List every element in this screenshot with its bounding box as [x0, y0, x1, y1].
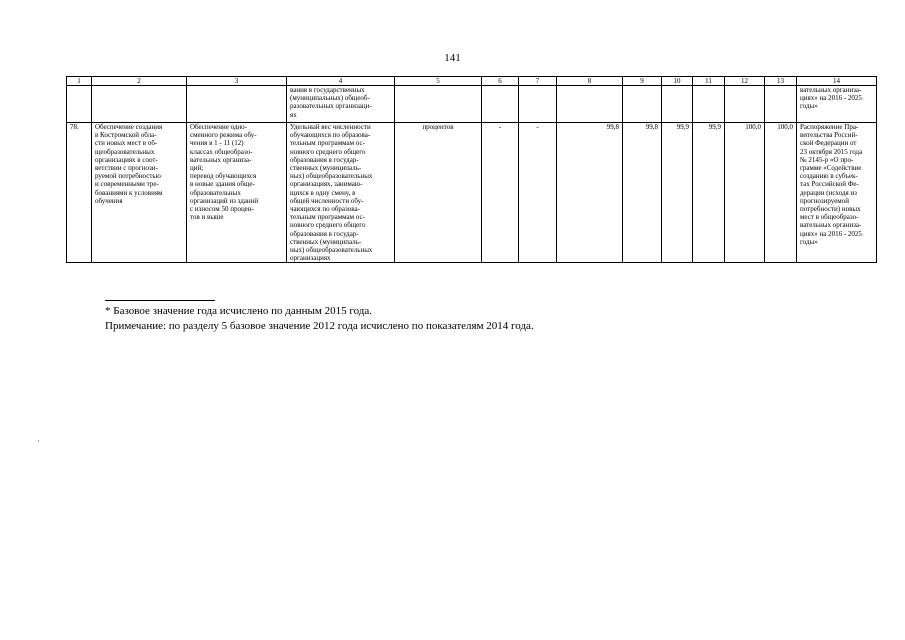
header-cell: 8	[557, 77, 623, 86]
value-cell: 99,9	[693, 123, 725, 263]
header-cell: 4	[287, 77, 395, 86]
indicators-table	[66, 76, 877, 263]
value-cell: -	[519, 123, 557, 263]
value-cell: 99,9	[662, 123, 693, 263]
scan-speck	[38, 440, 39, 442]
continuation-row	[67, 86, 877, 123]
footnote-divider	[105, 300, 215, 301]
continuation-indicator-cell: вания в государственных (муниципальных) общеоб- разовательных организаци- ях	[287, 86, 395, 123]
page-number: 141	[444, 52, 461, 64]
basis-cell: Распоряжение Пра- вительства Россий- ской Федерации от 23 октября 2015 года № 2145-р «О про- грамме «Содействие созданию в субъек- тах Российской Фе- дерации (исходя из прогнозируемой потребности) новых мест в общеобразо- вательных организа- циях» на 2016 - 2025 годы»	[797, 123, 877, 263]
header-cell: 9	[623, 77, 662, 86]
header-cell: 6	[482, 77, 519, 86]
value-cell: -	[482, 123, 519, 263]
header-cell: 2	[92, 77, 187, 86]
header-cell: 12	[725, 77, 765, 86]
header-cell: 7	[519, 77, 557, 86]
header-cell: 13	[765, 77, 797, 86]
task-cell: Обеспечение одно- сменного режима обу- чения в 1 - 11 (12) классах общеобразо- вательных организа- ций; перевод обучающихся в новые здания обще- образовательных организаций из зданий с износом 50 процен- тов и выше	[187, 123, 287, 263]
value-cell: 99,8	[623, 123, 662, 263]
activity-name-cell: Обеспечение создания в Костромской обла- сти новых мест в об- щеобразовательных организациях в соот- ветствии с прогнози- руемой потребностью и современными тре- бованиями к условиям обучения	[92, 123, 187, 263]
indicator-cell: Удельный вес численности обучающихся по образова- тельным программам ос- новного среднего общего образования в государ- ственных (муниципаль- ных) общеобразовательных организациях, занимаю- щихся в одну смену, в общей численности обу- чающихся по образова- тельным программам ос- новного среднего общего образования в государ- ственных (муниципаль- ных) общеобразовательных организациях	[287, 123, 395, 263]
header-cell: 3	[187, 77, 287, 86]
unit-cell: процентов	[395, 123, 482, 263]
header-cell: 1	[67, 77, 92, 86]
value-cell: 99,8	[557, 123, 623, 263]
header-cell: 14	[797, 77, 877, 86]
table-header-row	[67, 77, 877, 86]
remark-text: Примечание: по разделу 5 базовое значение 2012 года исчислено по показателям 2014 года.	[105, 320, 534, 332]
table-row	[67, 123, 877, 263]
value-cell: 100,0	[765, 123, 797, 263]
continuation-basis-cell: вательных организа- циях» на 2016 - 2025 годы»	[797, 86, 877, 123]
footnote-text: * Базовое значение года исчислено по данным 2015 года.	[105, 305, 373, 317]
header-cell: 10	[662, 77, 693, 86]
row-number-cell: 78.	[67, 123, 92, 263]
value-cell: 100,0	[725, 123, 765, 263]
header-cell: 11	[693, 77, 725, 86]
header-cell: 5	[395, 77, 482, 86]
